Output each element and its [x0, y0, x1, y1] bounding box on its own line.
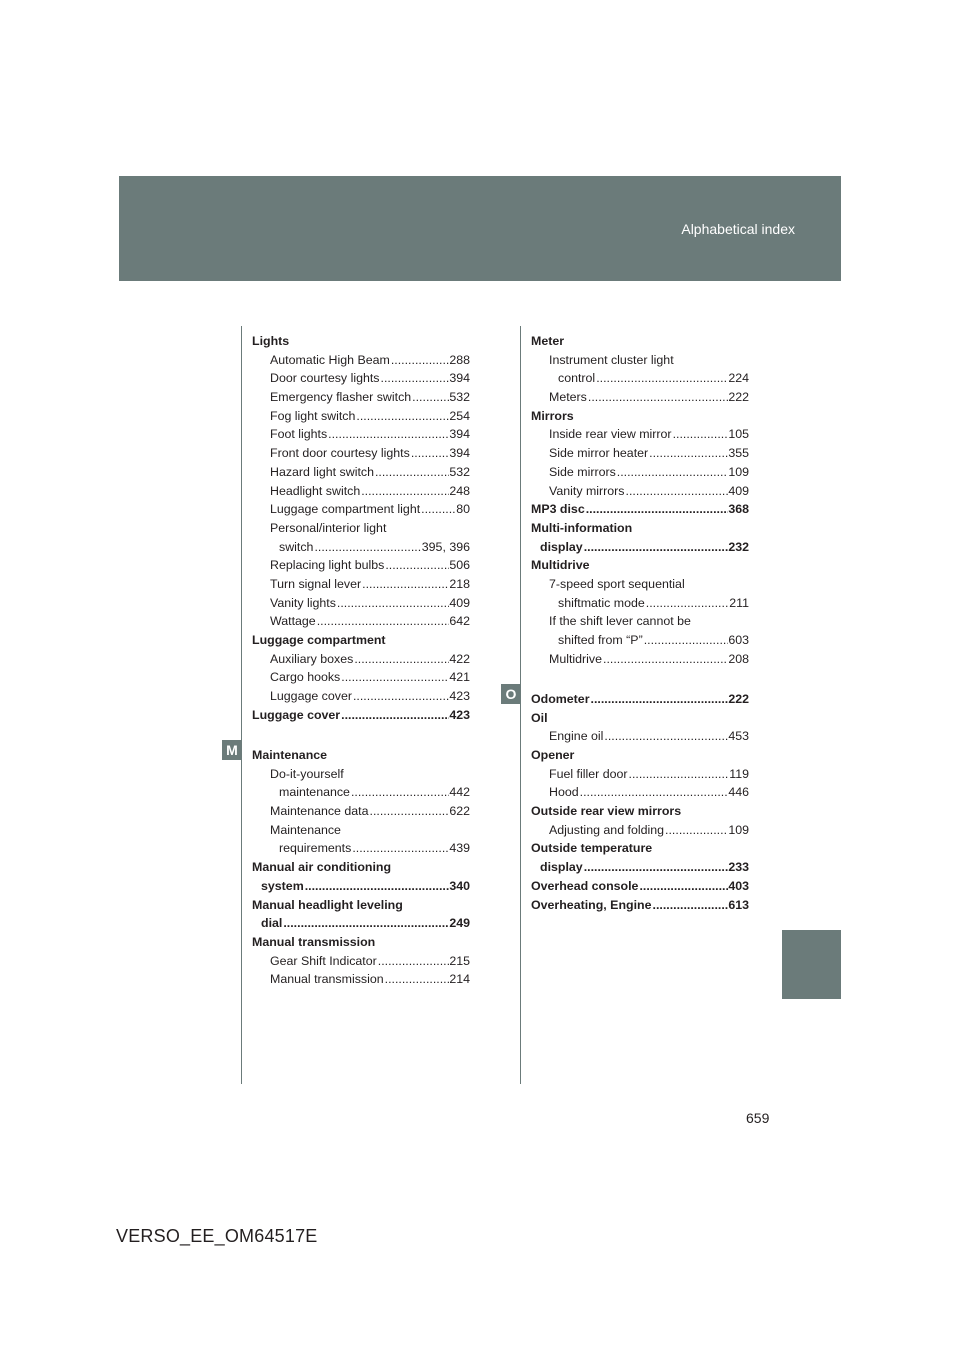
index-page-ref: 109: [728, 822, 749, 837]
index-entry-text: Multi-information: [531, 520, 633, 535]
index-page-ref: 254: [449, 408, 470, 423]
index-page-ref: 453: [728, 729, 749, 744]
index-entry-text: Luggage cover: [252, 707, 341, 722]
letter-section-gap: [252, 724, 470, 746]
dot-leader: [384, 556, 449, 575]
index-page-ref: 248: [449, 483, 470, 498]
index-page-ref: 506: [449, 558, 470, 573]
section-title: Alphabetical index: [681, 221, 795, 237]
index-entry: [252, 351, 470, 370]
index-heading: [252, 858, 470, 877]
index-entry-text: Mirrors: [531, 408, 574, 423]
index-heading: [531, 709, 749, 728]
index-page-ref: 409: [728, 483, 749, 498]
index-page-ref: 224: [728, 371, 749, 386]
dot-leader: [603, 727, 728, 746]
index-entry-text: Lights: [252, 334, 290, 348]
index-entry: [531, 594, 749, 613]
index-entry-text: dial: [261, 916, 283, 931]
index-page-ref: 395, 396: [421, 539, 470, 554]
index-page-ref: 603: [728, 633, 749, 647]
index-entry: [531, 765, 749, 784]
index-entry: [252, 519, 470, 538]
index-page-ref: 288: [449, 352, 470, 367]
index-entry-text: Manual transmission: [252, 934, 376, 949]
dot-leader: [377, 952, 450, 971]
index-entry: [531, 425, 749, 444]
index-page-ref: 249: [449, 916, 470, 931]
index-page-ref: 439: [449, 841, 470, 856]
dot-leader: [638, 877, 728, 896]
dot-leader: [645, 594, 729, 613]
index-page-ref: 642: [449, 614, 470, 629]
index-entry-text: Outside temperature: [531, 841, 653, 856]
index-heading: [531, 556, 749, 575]
index-entry-text: Luggage cover: [270, 689, 352, 704]
index-entry: [531, 858, 749, 877]
dot-leader: [616, 463, 729, 482]
index-heading: [252, 332, 470, 351]
index-entry: [252, 877, 470, 896]
index-entry: [252, 500, 470, 519]
dot-leader: [583, 538, 729, 557]
index-entry-text: Engine oil: [549, 729, 604, 744]
index-page-ref: 222: [728, 390, 749, 405]
dot-leader: [282, 914, 449, 933]
index-entry-text: Meter: [531, 334, 565, 348]
dot-leader: [353, 650, 449, 669]
index-heading: [252, 933, 470, 952]
dot-leader: [672, 425, 729, 444]
index-entry: [252, 538, 470, 557]
index-entry-text: Turn signal lever: [270, 576, 362, 591]
dot-leader: [625, 482, 729, 501]
index-entry-text: Manual transmission: [270, 972, 384, 987]
index-entry: [252, 802, 470, 821]
index-entry-text: Hood: [549, 785, 579, 800]
index-entry-text: requirements: [279, 841, 352, 856]
index-entry-text: Foot lights: [270, 427, 328, 442]
index-entry-text: control: [558, 371, 596, 386]
index-entry: [252, 463, 470, 482]
index-entry-text: Luggage compartment: [252, 633, 386, 647]
index-entry-text: Gear Shift Indicator: [270, 953, 377, 968]
index-entry-text: Front door courtesy lights: [270, 446, 410, 461]
index-entry-text: Hazard light switch: [270, 464, 374, 479]
index-entry-text: 7-speed sport sequential: [549, 576, 685, 591]
dot-leader: [374, 463, 449, 482]
dot-leader: [313, 538, 421, 557]
index-heading: [531, 332, 749, 351]
dot-leader: [355, 407, 449, 426]
index-heading: [531, 519, 749, 538]
index-entry: [531, 612, 749, 631]
index-entry-text: Meters: [549, 390, 587, 405]
index-page-ref: 613: [728, 897, 749, 912]
dot-leader: [585, 500, 729, 519]
left-column-rule: [241, 326, 242, 1084]
index-page-ref: 355: [728, 446, 749, 461]
index-entry-text: shifted from “P”: [558, 633, 643, 647]
chapter-thumb-tab: [782, 930, 841, 999]
index-heading: [531, 500, 749, 519]
index-entry-text: Odometer: [531, 691, 590, 706]
dot-leader: [579, 783, 729, 802]
index-page-ref: 105: [728, 427, 749, 442]
dot-leader: [602, 650, 728, 669]
dot-leader: [420, 500, 456, 519]
index-page-ref: 222: [728, 691, 749, 706]
index-entry: [252, 687, 470, 706]
index-page-ref: 446: [728, 785, 749, 800]
index-entry: [252, 765, 470, 784]
right-column-rule: [520, 326, 521, 1084]
index-entry-text: Maintenance data: [270, 804, 369, 819]
index-entry-text: Vanity lights: [270, 595, 336, 610]
section-header: [119, 176, 841, 281]
index-page-ref: 208: [728, 651, 749, 666]
index-entry: [531, 482, 749, 501]
index-page-ref: 232: [728, 539, 749, 554]
index-entry: [252, 388, 470, 407]
index-entry-text: Opener: [531, 748, 575, 763]
index-entry-text: Manual headlight leveling: [252, 897, 403, 912]
index-page-ref: 109: [728, 464, 749, 479]
index-entry-text: Fuel filler door: [549, 766, 628, 781]
dot-leader: [361, 575, 449, 594]
index-entry: [252, 970, 470, 989]
index-entry: [252, 556, 470, 575]
index-entry: [531, 444, 749, 463]
index-page-ref: 422: [449, 651, 470, 666]
index-entry: [531, 369, 749, 388]
index-entry-text: Emergency flasher switch: [270, 390, 412, 405]
index-page-ref: 421: [449, 670, 470, 685]
index-column-right: [531, 332, 749, 914]
document-code: VERSO_EE_OM64517E: [116, 1226, 318, 1246]
index-entry-text: Outside rear view mirrors: [531, 804, 682, 819]
index-heading: [531, 407, 749, 426]
index-entry: [252, 914, 470, 933]
index-entry-text: Do-it-yourself: [270, 766, 344, 781]
index-entry: [252, 612, 470, 631]
dot-leader: [583, 858, 729, 877]
index-page-ref: 394: [449, 371, 470, 386]
index-column-left: [252, 332, 470, 989]
index-entry: [252, 482, 470, 501]
index-page-ref: 622: [449, 804, 470, 819]
index-heading: [252, 706, 470, 725]
index-entry: [531, 727, 749, 746]
index-entry: [252, 839, 470, 858]
index-entry-text: switch: [279, 539, 314, 554]
letter-section-gap: [531, 668, 749, 690]
dot-leader: [384, 970, 450, 989]
dot-leader: [595, 369, 728, 388]
dot-leader: [340, 706, 449, 725]
dot-leader: [590, 690, 729, 709]
index-entry: [252, 783, 470, 802]
dot-leader: [390, 351, 449, 370]
index-page-ref: 423: [449, 689, 470, 704]
index-page-ref: 218: [449, 576, 470, 591]
dot-leader: [587, 388, 728, 407]
dot-leader: [340, 668, 449, 687]
index-entry-text: system: [261, 878, 304, 893]
dot-leader: [628, 765, 730, 784]
index-heading: [252, 896, 470, 915]
index-entry: [252, 407, 470, 426]
index-entry-text: Door courtesy lights: [270, 371, 380, 386]
index-entry-text: Side mirrors: [549, 464, 616, 479]
dot-leader: [352, 687, 449, 706]
dot-leader: [380, 369, 450, 388]
index-page-ref: 119: [729, 766, 749, 781]
dot-leader: [360, 482, 449, 501]
index-entry-text: Maintenance: [270, 822, 341, 837]
dot-leader: [664, 821, 728, 840]
index-entry-text: Auxiliary boxes: [270, 651, 354, 666]
index-entry-text: maintenance: [279, 785, 350, 800]
index-entry: [252, 650, 470, 669]
index-entry: [531, 650, 749, 669]
dot-leader: [316, 612, 450, 631]
index-entry: [531, 783, 749, 802]
index-entry-text: Automatic High Beam: [270, 352, 390, 367]
dot-leader: [410, 444, 450, 463]
index-entry-text: Oil: [531, 710, 548, 725]
index-entry-text: Side mirror heater: [549, 446, 649, 461]
dot-leader: [411, 388, 449, 407]
page-number: 659: [746, 1110, 770, 1126]
index-entry-text: Multidrive: [531, 558, 590, 573]
index-entry: [252, 444, 470, 463]
index-page-ref: 442: [449, 785, 470, 800]
dot-leader: [336, 594, 449, 613]
index-page-ref: 403: [728, 878, 749, 893]
index-entry-text: display: [540, 539, 583, 554]
dot-leader: [351, 839, 449, 858]
index-page-ref: 340: [449, 878, 470, 893]
index-entry-text: Overhead console: [531, 878, 639, 893]
index-entry: [252, 952, 470, 971]
index-entry-text: display: [540, 860, 583, 875]
index-entry: [531, 351, 749, 370]
index-page-ref: 214: [449, 972, 470, 987]
index-page-ref: 211: [729, 595, 749, 610]
index-entry: [252, 425, 470, 444]
index-page-ref: 233: [728, 860, 749, 875]
dot-leader: [369, 802, 450, 821]
index-heading: [531, 746, 749, 765]
index-entry: [252, 575, 470, 594]
index-entry: [531, 631, 749, 650]
dot-leader: [327, 425, 449, 444]
index-entry-text: MP3 disc: [531, 502, 585, 517]
dot-leader: [648, 444, 728, 463]
index-entry: [531, 463, 749, 482]
index-heading: [252, 746, 470, 765]
dot-leader: [652, 896, 729, 915]
index-entry-text: Adjusting and folding: [549, 822, 665, 837]
index-heading: [531, 896, 749, 915]
index-page-ref: 80: [456, 502, 470, 517]
index-entry-text: Wattage: [270, 614, 316, 629]
letter-m-marker: M: [222, 740, 242, 760]
index-entry-text: Multidrive: [549, 651, 603, 666]
index-entry-text: Instrument cluster light: [549, 352, 674, 367]
index-page-ref: 394: [449, 446, 470, 461]
index-heading: [252, 631, 470, 650]
index-heading: [531, 877, 749, 896]
index-page-ref: 368: [728, 502, 749, 517]
index-entry: [531, 821, 749, 840]
index-entry-text: Luggage compartment light: [270, 502, 421, 517]
index-heading: [531, 690, 749, 709]
index-entry-text: Overheating, Engine: [531, 897, 652, 912]
index-entry-text: shiftmatic mode: [558, 595, 645, 610]
index-entry-text: Maintenance: [252, 748, 328, 763]
index-heading: [531, 839, 749, 858]
index-page-ref: 532: [449, 390, 470, 405]
index-heading: [531, 802, 749, 821]
index-page-ref: 394: [449, 427, 470, 442]
index-entry-text: Manual air conditioning: [252, 860, 392, 875]
index-entry-text: Inside rear view mirror: [549, 427, 672, 442]
letter-o-marker: O: [501, 684, 521, 704]
index-entry-text: Cargo hooks: [270, 670, 341, 685]
index-entry: [252, 668, 470, 687]
index-entry: [252, 594, 470, 613]
index-page-ref: 423: [449, 707, 470, 722]
index-entry-text: Vanity mirrors: [549, 483, 625, 498]
index-entry: [252, 369, 470, 388]
index-page-ref: 409: [449, 595, 470, 610]
index-entry-text: Personal/interior light: [270, 520, 387, 535]
index-entry: [531, 538, 749, 557]
index-entry-text: Headlight switch: [270, 483, 361, 498]
index-entry: [531, 388, 749, 407]
index-entry-text: If the shift lever cannot be: [549, 614, 691, 629]
dot-leader: [350, 783, 449, 802]
index-entry: [531, 575, 749, 594]
index-page-ref: 532: [449, 464, 470, 479]
dot-leader: [643, 631, 729, 650]
index-page-ref: 215: [449, 953, 470, 968]
index-entry-text: Replacing light bulbs: [270, 558, 385, 573]
dot-leader: [304, 877, 450, 896]
index-entry-text: Fog light switch: [270, 408, 356, 423]
index-entry: [252, 821, 470, 840]
